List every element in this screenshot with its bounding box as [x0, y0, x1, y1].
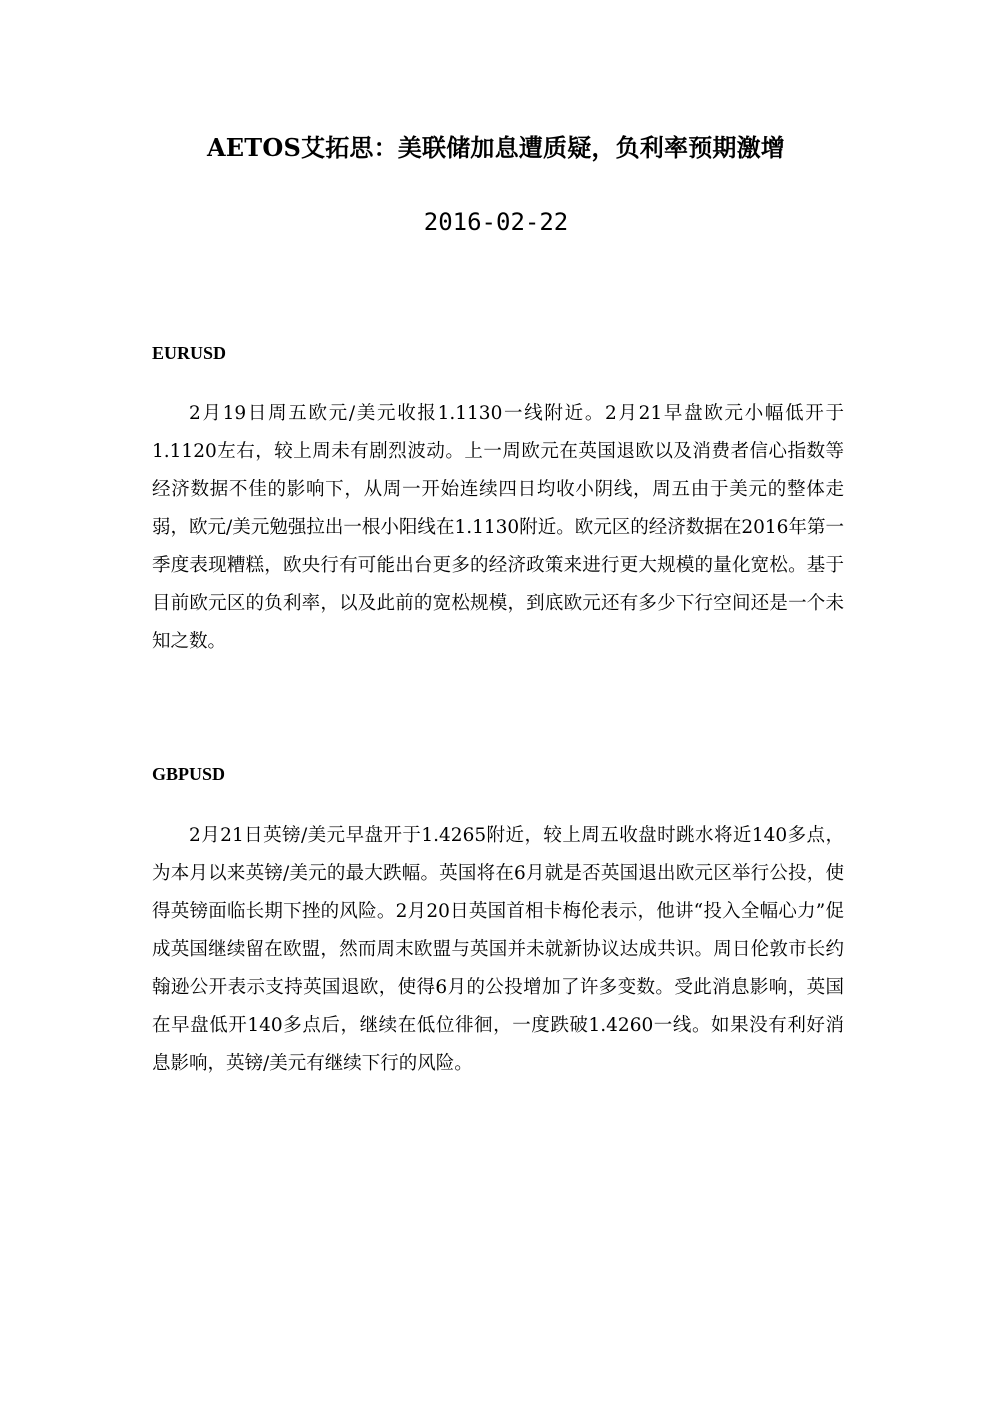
section-heading-gbpusd: GBPUSD — [152, 764, 226, 784]
section-paragraph-eurusd: 2月19日周五欧元/美元收报1.1130一线附近。2月21早盘欧元小幅低开于1.1120左右，较上周未有剧烈波动。上一周欧元在英国退欧以及消费者信心指数等经济数据不佳的影响下，从周一开始连续四日均收小阴线，周五由于美元的整体走弱，欧元/美元勉强拉出一根小阳线在1.1130附近。欧元区的经济数据在2016年第一季度表现糟糕，欧央行有可能出台更多的经济政策来进行更大规模的量化宽松。基于目前欧元区的负利率，以及此前的宽松规模，到底欧元还有多少下行空间还是一个未知之数。 — [152, 403, 844, 652]
document-date: 2016-02-22 — [423, 208, 569, 236]
document-title: AETOS艾拓思：美联储加息遭质疑，负利率预期激增 — [206, 133, 785, 162]
section-heading-eurusd: EURUSD — [152, 343, 227, 363]
section-paragraph-gbpusd: 2月21日英镑/美元早盘开于1.4265附近，较上周五收盘时跳水将近140多点，为本月以来英镑/美元的最大跌幅。英国将在6月就是否英国退出欧元区举行公投，使得英镑面临长期下挫的风险。2月20日英国首相卡梅伦表示，他讲“投入全幅心力”促成英国继续留在欧盟，然而周末欧盟与英国并未就新协议达成共识。周日伦敦市长约翰逊公开表示支持英国退欧，使得6月的公投增加了许多变数。受此消息影响，英国在早盘低开140多点后，继续在低位徘徊，一度跌破1.4260一线。如果没有利好消息影响，英镑/美元有继续下行的风险。 — [152, 825, 844, 1074]
